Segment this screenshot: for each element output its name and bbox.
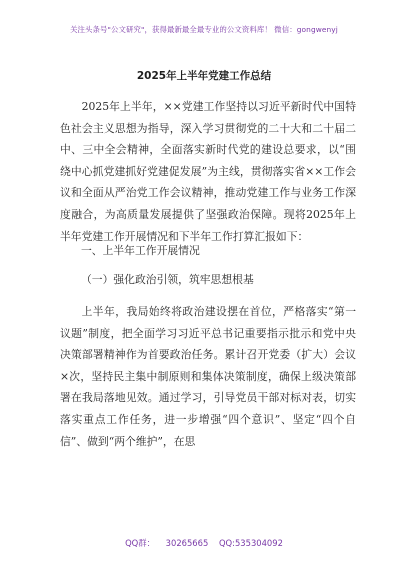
document-title: 2025年上半年党建工作总结 (136, 70, 272, 82)
subsection-heading: （一）强化政治引领，筑牢思想根基 (81, 273, 254, 286)
header-banner: 关注头条号"公文研究"，获得最新最全最专业的公文资料库！ 微信：gongwenyj (70, 25, 338, 34)
subsection-body-paragraph: 上半年，我局始终将政治建设摆在首位，严格落实“第一议题”制度，把全面学习习近平总书记重要指示批示和党中央决策部署精神作为首要政治任务。累计召开党委（扩大）会议×次，坚持民主集中制原则和集体决策制度，确保上级决策部署在我局落地见效。通过学习，引导党员干部对标对表，切实落实重点工作任务，进一步增强“四个意识”、坚定“四个自信”、做到“两个维护”，在思 (60, 305, 356, 448)
footer-banner: QQ群： 30265665 QQ:535304092 (125, 538, 283, 548)
intro-paragraph: 2025年上半年，××党建工作坚持以习近平新时代中国特色社会主义思想为指导，深入学习贯彻党的二十大和二十届二中、三中全会精神，全面落实新时代党的建设总要求，以“围绕中心抓党建抓好党建促发展”为主线，贯彻落实省××工作会议和全面从严治党工作会议精神，推动党建工作与业务工作深度融合，为高质量发展提供了坚强政治保障。现将2025年上半年党建工作开展情况和下半年工作打算汇报如下： (60, 100, 356, 243)
section-heading: 一、上半年工作开展情况 (81, 244, 200, 257)
